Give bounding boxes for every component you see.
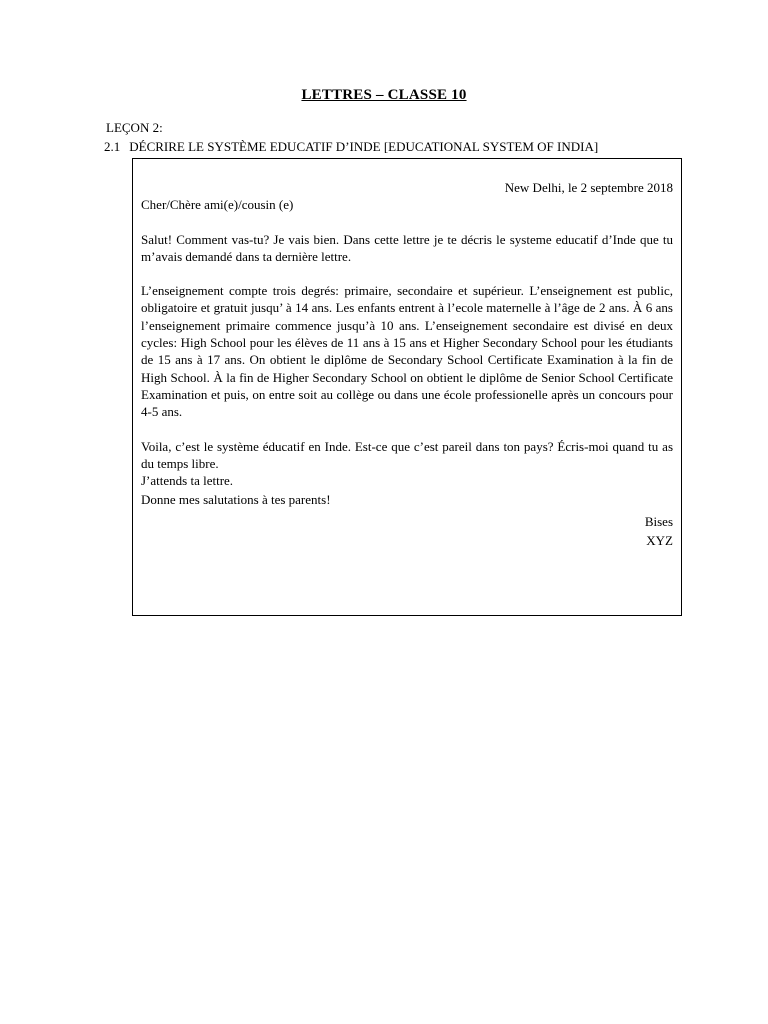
letter-signature: XYZ	[646, 533, 673, 549]
letter-closing: Bises	[644, 513, 673, 529]
letter-greeting: Cher/Chère ami(e)/cousin (e)	[141, 197, 294, 213]
document-title: LETTRES – CLASSE 10	[301, 87, 467, 103]
letter-line-wait: J’attends ta lettre.	[141, 473, 234, 489]
section-title: DÉCRIRE LE SYSTÈME EDUCATIF D’INDE [EDUCATIONAL SYSTEM OF INDIA]	[129, 139, 599, 154]
letter-paragraph-education-system: L’enseignement compte trois degrés: primaire, secondaire et supérieur. L’enseignement est public, obligatoire et gratuit jusqu’ à 14 ans. Les enfants entrent à l’ecole maternelle à l’âge de 2 ans. À 6 ans l’enseignement primaire commence jusqu’à 10 ans. L’enseignement secondaire est divisé en deux cycles: High School pour les élèves de 11 ans à 15 ans et Higher Secondary School pour les étudiants de 15 ans à 17 ans. On obtient le diplôme de Secondary School Certificate Examination à la fin de High School. À la fin de Higher Secondary School on obtient le diplôme de Senior School Certificate Examination et puis, on entre soit au collège ou dans une école professionelle après un concours pour 4-5 ans.	[141, 283, 673, 420]
letter-paragraph-conclusion: Voila, c’est le système éducatif en Inde. Est-ce que c’est pareil dans ton pays? Écris-moi quand tu as du temps libre.	[141, 438, 673, 471]
letter-place-date: New Delhi, le 2 septembre 2018	[504, 180, 673, 195]
section-heading	[104, 139, 598, 155]
lesson-heading: LEÇON 2:	[106, 120, 163, 135]
section-number: 2.1	[104, 139, 121, 154]
letter-line-regards: Donne mes salutations à tes parents!	[141, 492, 331, 508]
letter-paragraph-intro: Salut! Comment vas-tu? Je vais bien. Dans cette lettre je te décris le systeme educatif d’Inde que tu m’avais demandé dans ta dernière lettre.	[141, 231, 673, 264]
letter-box	[132, 158, 682, 616]
